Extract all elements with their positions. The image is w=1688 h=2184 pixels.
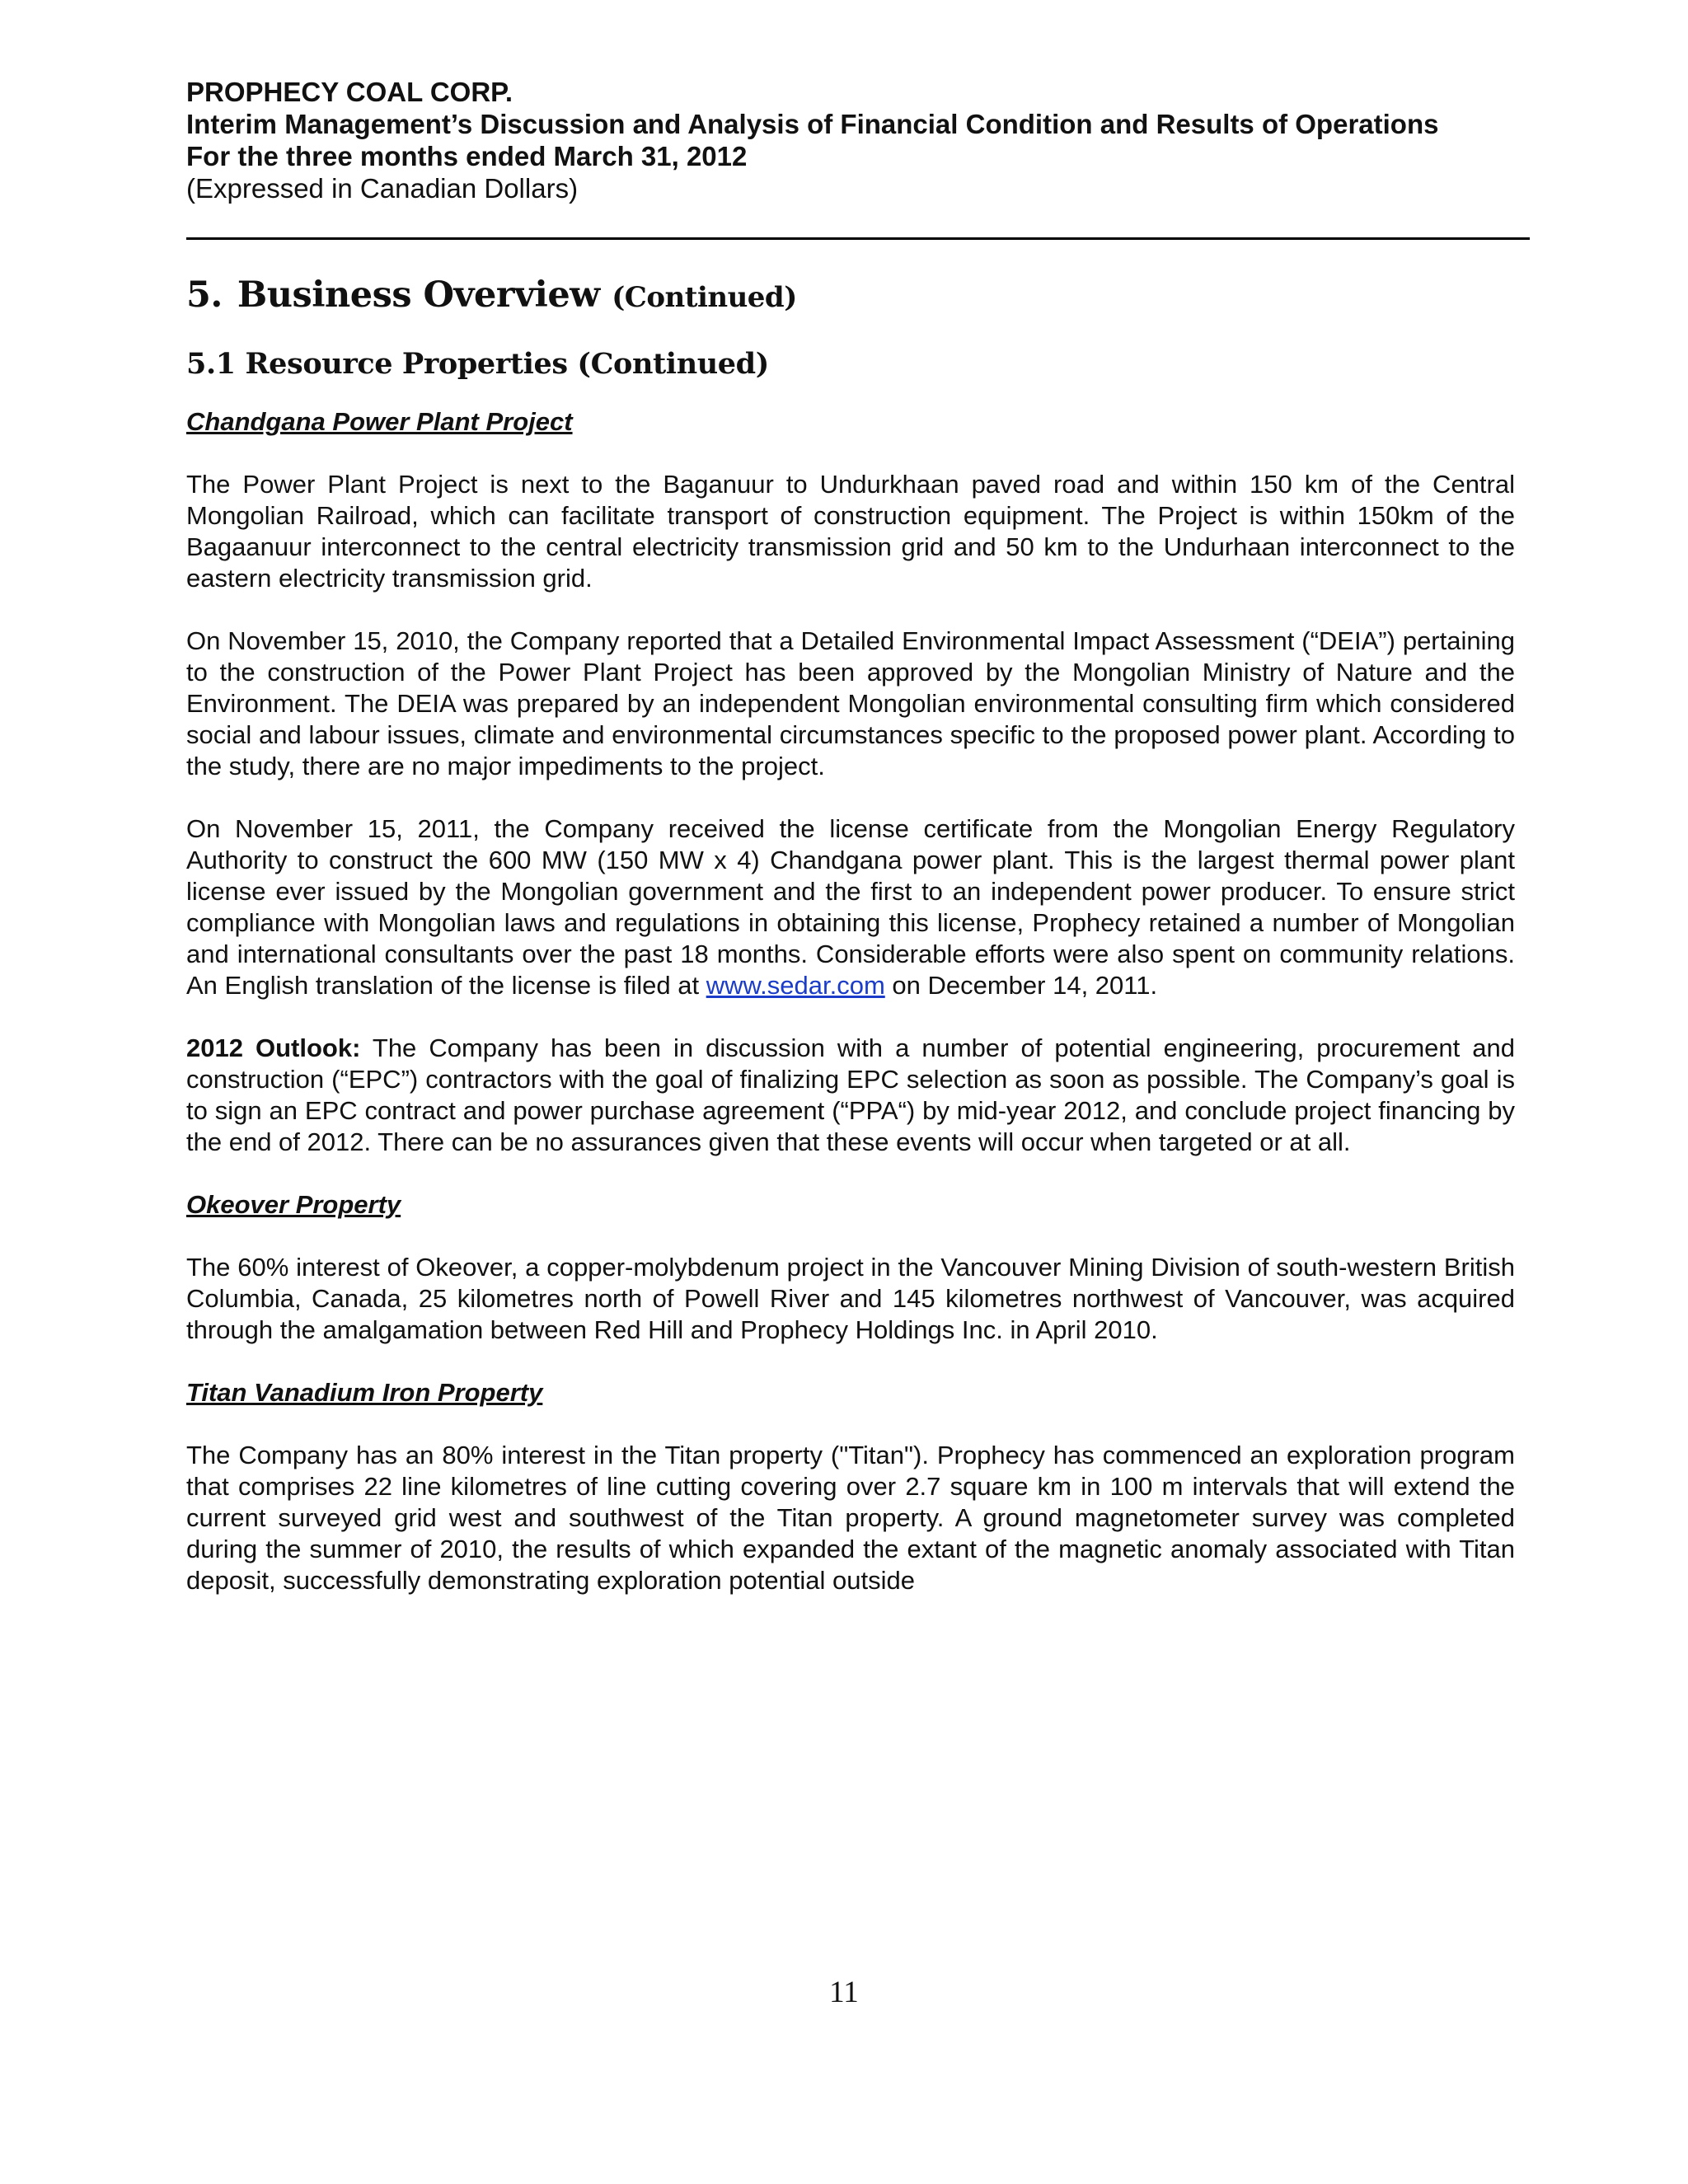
- header-divider: [186, 237, 1530, 240]
- license-text: On November 15, 2011, the Company received the license certificate from the Mongolian Energy Regulatory Authority to construct the 600 MW (150 MW x 4) Chandgana power plant. This is the largest thermal power plant license ever issued by the Mongolian government and the first to an independent power producer. To ensure strict compliance with Mongolian laws and regulations in obtaining this license, Prophecy retained a number of Mongolian and international consultants over the past 18 months. Considerable efforts were also spent on community relations. An English translation of the license is filed at: [186, 814, 1515, 1000]
- document-body: [186, 272, 1515, 1628]
- outlook-paragraph: [186, 1033, 1515, 1158]
- section-title: Business Overview: [237, 274, 600, 316]
- outlook-text: The Company has been in discussion with a number of potential engineering, procurement and construction (“EPC”) contractors with the goal of finalizing EPC selection as soon as possible. The Company’s goal is to sign an EPC contract and power purchase agreement (“PPA“) by mid-year 2012, and conclude project financing by the end of 2012. There can be no assurances given that these events will occur when targeted or at all.: [186, 1033, 1516, 1156]
- titan-paragraph: The Company has an 80% interest in the Titan property ("Titan"). Prophecy has commenced an exploration program that comprises 22 line kilometres of line cutting covering over 2.7 square km in 100 m intervals that will extend the current surveyed grid west and southwest of the Titan property. A ground magnetometer survey was completed during the summer of 2010, the results of which expanded the extant of the magnetic anomaly associated with Titan deposit, successfully demonstrating exploration potential outside: [186, 1441, 1515, 1595]
- chandgana-paragraph-2: On November 15, 2010, the Company reported that a Detailed Environmental Impact Assessment (“DEIA”) pertaining to the construction of the Power Plant Project has been approved by the Mongolian Ministry of Nature and the Environment. The DEIA was prepared by an independent Mongolian environmental consulting firm which considered social and labour issues, climate and environmental circumstances specific to the proposed power plant. According to the study, there are no major impediments to the project.: [186, 626, 1515, 780]
- chandgana-heading: Chandgana Power Plant Project: [186, 407, 573, 436]
- section-number: 5.: [186, 274, 223, 316]
- document-header: [186, 76, 1515, 204]
- okeover-paragraph: The 60% interest of Okeover, a copper-molybdenum project in the Vancouver Mining Division of south-western British Columbia, Canada, 25 kilometres north of Powell River and 145 kilometres northwest of Vancouver, was acquired through the amalgamation between Red Hill and Prophecy Holdings Inc. in April 2010.: [186, 1253, 1515, 1344]
- page-number: 11: [829, 1975, 859, 2009]
- subsection-heading: 5.1 Resource Properties (Continued): [186, 347, 769, 381]
- report-title: Interim Management’s Discussion and Analysis of Financial Condition and Results of Operations: [186, 109, 1439, 139]
- titan-heading: Titan Vanadium Iron Property: [186, 1378, 543, 1407]
- okeover-heading: Okeover Property: [186, 1190, 401, 1219]
- chandgana-paragraph-3: [186, 813, 1515, 1001]
- chandgana-paragraph-1: The Power Plant Project is next to the Baganuur to Undurkhaan paved road and within 150 km of the Central Mongolian Railroad, which can facilitate transport of construction equipment. The Project is within 150km of the Bagaanuur interconnect to the central electricity transmission grid and 50 km to the Undurhaan interconnect to the eastern electricity transmission grid.: [186, 470, 1515, 593]
- currency-note: (Expressed in Canadian Dollars): [186, 173, 579, 204]
- section-heading: [186, 272, 1515, 321]
- license-date-text: on December 14, 2011.: [884, 971, 1158, 1000]
- section-continued: (Continued): [612, 281, 797, 314]
- company-name: PROPHECY COAL CORP.: [186, 77, 513, 107]
- report-period: For the three months ended March 31, 2012: [186, 141, 748, 171]
- outlook-label: 2012 Outlook:: [186, 1033, 361, 1062]
- sedar-link[interactable]: www.sedar.com: [706, 971, 885, 1000]
